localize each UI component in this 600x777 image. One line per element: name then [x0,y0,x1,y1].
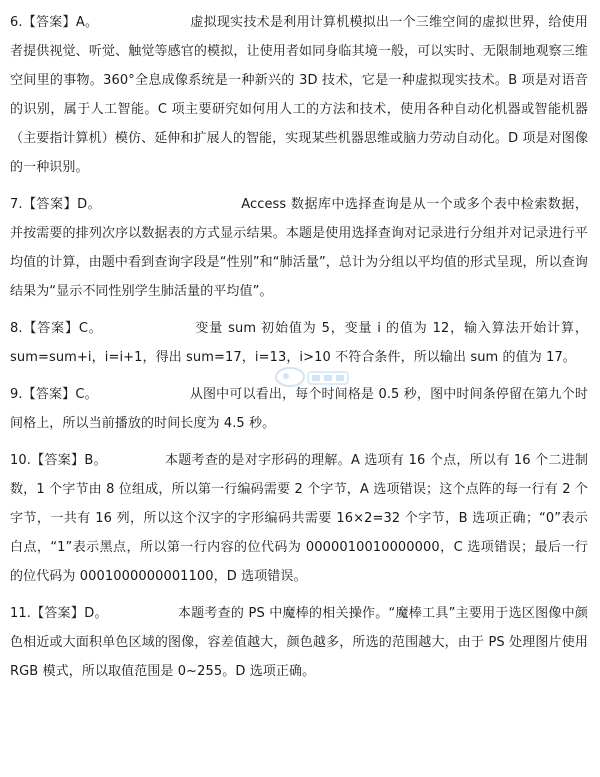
answer-letter: C。 [78,321,103,336]
answer-10 [10,446,588,591]
answer-letter: B。 [84,453,107,468]
answer-6 [10,8,588,182]
answer-explanation: 本题考查的是对字形码的理解。A 选项有 16 个点，所以有 16 个二进制数，1 个字节由 8 位组成，所以第一行编码需要 2 个字节，A 选项错误；这个点阵的每一行有 2 个字节，一共有 16 列，所以这个汉字的字形编码共需要 16×2=32 个字节，B 选项正确；“0”表示白点，“1”表示黑点，所以第一行内容的位代码为 0000010010000000，C 选项错误；最后一行的位代码为 0001000000001100，D 选项错误。 [10,453,589,584]
answer-explanation: Access 数据库中选择查询是从一个或多个表中检索数据，并按需要的排列次序以数据表的方式显示结果。本题是使用选择查询对记录进行分组并对记录进行平均值的计算，由题中看到查询字段是“性别”和“肺活量”，总计为分组以平均值的形式呈现，所以查询结果为“显示不同性别学生肺活量的平均值”。 [10,197,588,299]
answer-number: 6. [10,15,23,30]
answer-tag: 【答案】 [22,15,76,30]
answer-number: 10. [10,453,31,468]
answer-list [10,8,588,686]
answer-number: 11. [10,606,31,621]
answer-letter: A。 [75,15,99,30]
answer-explanation: 从图中可以看出，每个时间格是 0.5 秒，图中时间条停留在第九个时间格上，所以当前播放的时间长度为 4.5 秒。 [10,387,588,431]
answer-explanation: 变量 sum 初始值为 5，变量 i 的值为 12，输入算法开始计算，sum=sum+i，i=i+1，得出 sum=17，i=13，i>10 不符合条件，所以输出 sum 的值为 17。 [10,321,588,365]
answer-number: 8. [10,321,23,336]
answer-explanation: 本题考查的 PS 中魔棒的相关操作。“魔棒工具”主要用于选区图像中颜色相近或大面积单色区域的图像，容差值越大，颜色越多，所选的范围越大，由于 PS 处理图片使用 RGB 模式，所以取值范围是 0~255。D 选项正确。 [10,606,588,679]
answer-tag: 【答案】 [30,606,85,621]
answer-tag: 【答案】 [22,321,79,336]
answer-explanation: 虚拟现实技术是利用计算机模拟出一个三维空间的虚拟世界，给使用者提供视觉、听觉、触觉等感官的模拟，让使用者如同身临其境一般，可以实时、无限制地观察三维空间里的事物。360°全息成像系统是一种新兴的 3D 技术，它是一种虚拟现实技术。B 项是对语音的识别，属于人工智能。C 项主要研究如何用人工的方法和技术，使用各种自动化机器或智能机器（主要指计算机）模仿、延伸和扩展人的智能，实现某些机器思维或脑力劳动自动化。D 项是对图像的一种识别。 [10,15,588,175]
answer-letter: D。 [77,197,102,212]
answer-7 [10,190,588,306]
answer-tag: 【答案】 [22,387,76,402]
answer-number: 7. [10,197,23,212]
watermark-logo-icon [272,364,352,394]
answer-tag: 【答案】 [30,453,85,468]
answer-number: 9. [10,387,23,402]
answer-letter: D。 [84,606,108,621]
answer-tag: 【答案】 [22,197,78,212]
answer-11 [10,599,588,686]
answer-letter: C。 [75,387,98,402]
